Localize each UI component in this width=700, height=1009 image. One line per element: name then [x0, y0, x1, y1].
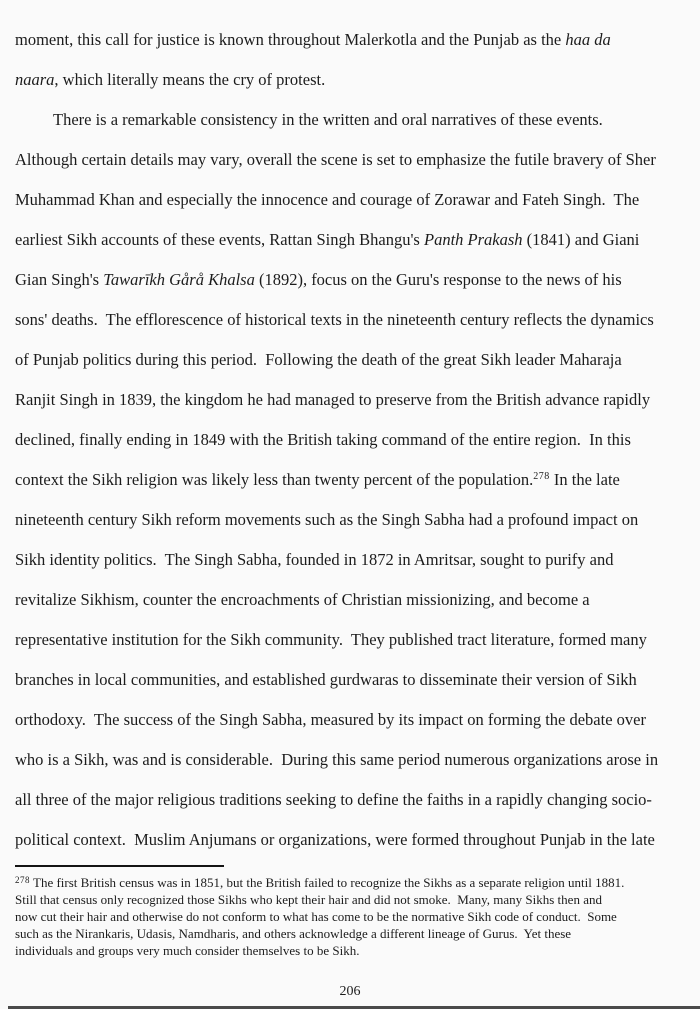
text-segment: such as the Nirankaris, Udasis, Namdharis, and others acknowledge a different lineage of Gurus. Yet these: [15, 926, 572, 941]
text-line: [15, 874, 694, 891]
text-line: [15, 380, 694, 420]
text-segment: sons' deaths. The efflorescence of historical texts in the nineteenth century reflects the dynamics: [15, 310, 654, 329]
text-segment: nineteenth century Sikh reform movements such as the Singh Sabha had a profound impact on: [15, 510, 639, 529]
footnote-reference: 278: [533, 471, 550, 482]
italic-text: haa da: [565, 30, 611, 49]
text-segment: , which literally means the cry of protest.: [54, 70, 326, 89]
text-line: [15, 420, 694, 460]
text-line: [15, 260, 694, 300]
text-segment: now cut their hair and otherwise do not conform to what has come to be the normative Sikh code of conduct. Some: [15, 909, 617, 924]
footnote-reference: 278: [15, 875, 30, 885]
text-line: [15, 20, 694, 60]
text-segment: There is a remarkable consistency in the written and oral narratives of these events.: [53, 110, 603, 129]
text-line: [15, 740, 694, 780]
text-line: [15, 180, 694, 220]
text-segment: Gian Singh's: [15, 270, 104, 289]
text-line: [15, 620, 694, 660]
text-line: [15, 780, 694, 820]
text-line: [15, 908, 694, 925]
text-segment: Muhammad Khan and especially the innocence and courage of Zorawar and Fateh Singh. The: [15, 190, 640, 209]
text-line: [15, 500, 694, 540]
text-segment: revitalize Sikhism, counter the encroachments of Christian missionizing, and become a: [15, 590, 590, 609]
text-line: [15, 820, 694, 860]
text-segment: individuals and groups very much consider themselves to be Sikh.: [15, 943, 360, 958]
text-line: [15, 340, 694, 380]
text-segment: all three of the major religious traditions seeking to define the faiths in a rapidly changing socio-: [15, 790, 652, 809]
text-segment: orthodoxy. The success of the Singh Sabha, measured by its impact on forming the debate over: [15, 710, 646, 729]
text-line: [15, 140, 694, 180]
text-segment: moment, this call for justice is known throughout Malerkotla and the Punjab as the: [15, 30, 566, 49]
text-segment: Sikh identity politics. The Singh Sabha, founded in 1872 in Amritsar, sought to purify and: [15, 550, 614, 569]
text-segment: (1892), focus on the Guru's response to the news of his: [254, 270, 622, 289]
page-number: 206: [339, 984, 361, 999]
text-line: [15, 460, 694, 500]
text-segment: In the late: [549, 470, 620, 489]
text-segment: of Punjab politics during this period. Following the death of the great Sikh leader Maharaja: [15, 350, 622, 369]
italic-text: Panth Prakash: [423, 230, 523, 249]
text-segment: (1841) and Giani: [522, 230, 640, 249]
text-segment: Still that census only recognized those Sikhs who kept their hair and did not smoke. Many, many Sikhs then and: [15, 892, 602, 907]
text-segment: branches in local communities, and established gurdwaras to disseminate their version of Sikh: [15, 670, 637, 689]
text-segment: context the Sikh religion was likely less than twenty percent of the population.: [15, 470, 534, 489]
text-line: [15, 660, 694, 700]
text-line: [15, 942, 694, 959]
text-line: [15, 100, 694, 140]
text-segment: Ranjit Singh in 1839, the kingdom he had managed to preserve from the British advance rapidly: [15, 390, 651, 409]
text-segment: earliest Sikh accounts of these events, Rattan Singh Bhangu's: [15, 230, 424, 249]
footnote-separator: [15, 865, 224, 867]
text-segment: political context. Muslim Anjumans or organizations, were formed throughout Punjab in the late: [15, 830, 655, 849]
text-segment: declined, finally ending in 1849 with the British taking command of the entire region. In this: [15, 430, 631, 449]
italic-text: naara: [15, 70, 55, 89]
footnote: [15, 874, 694, 959]
italic-text: Tawarīkh Gårå Khalsa: [103, 270, 255, 289]
text-line: [15, 540, 694, 580]
text-line: [15, 300, 694, 340]
text-segment: who is a Sikh, was and is considerable. During this same period numerous organizations arose in: [15, 750, 659, 769]
text-segment: The first British census was in 1851, but the British failed to recognize the Sikhs as a separate religion until 1881.: [30, 875, 625, 890]
body-text: [15, 20, 694, 860]
text-line: [15, 925, 694, 942]
text-line: [15, 891, 694, 908]
text-line: [15, 580, 694, 620]
text-line: [15, 60, 694, 100]
text-line: [15, 220, 694, 260]
text-segment: Although certain details may vary, overall the scene is set to emphasize the futile bravery of Sher: [15, 150, 656, 169]
text-line: [15, 700, 694, 740]
text-segment: representative institution for the Sikh community. They published tract literature, formed many: [15, 630, 647, 649]
